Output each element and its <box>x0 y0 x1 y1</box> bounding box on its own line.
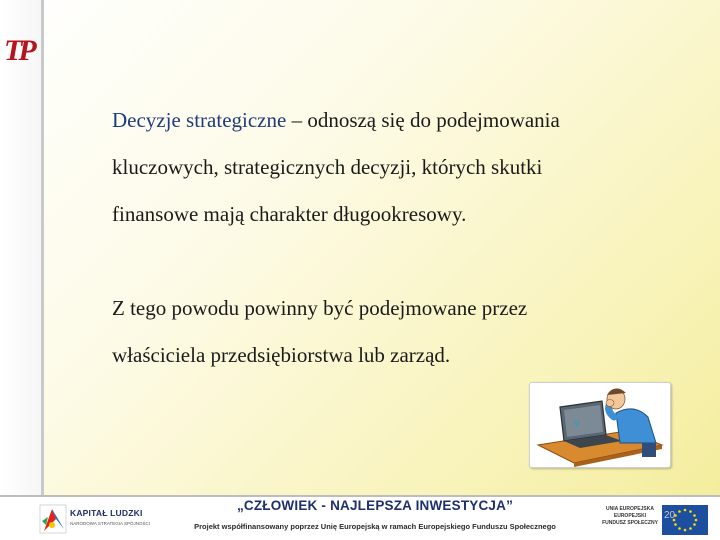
program-logo-title: KAPITAŁ LUDZKI <box>70 508 143 518</box>
program-logo-subtitle: NARODOWA STRATEGIA SPÓJNOŚCI <box>70 521 151 526</box>
paragraph-line: kluczowych, strategicznych decyzji, których skutki <box>112 155 543 179</box>
page-number: 20 <box>664 510 676 521</box>
kapital-ludzki-logo <box>38 501 153 537</box>
paragraph-line: właściciela przedsiębiorstwa lub zarząd. <box>112 343 451 367</box>
tp-logo: TP <box>4 34 33 67</box>
paragraph-line <box>112 97 672 144</box>
paragraph-line: finansowe mają charakter długookresowy. <box>112 202 467 226</box>
campaign-slogan: „CZŁOWIEK - NAJLEPSZA INWESTYCJA” <box>236 498 514 513</box>
paragraph-gap <box>112 238 672 285</box>
cofinancing-note: Projekt współfinansowany poprzez Unię Europejską w ramach Europejskiego Funduszu Społecznego <box>194 522 556 531</box>
man-at-laptop-clipart <box>529 382 671 468</box>
man-at-laptop-drawing <box>530 383 670 467</box>
left-decorative-bar <box>0 0 44 495</box>
term-strategic-decisions: Decyzje strategiczne <box>112 108 287 132</box>
eu-label <box>600 506 660 527</box>
eu-label-line: UNIA EUROPEJSKA <box>606 506 654 512</box>
footer-bar <box>0 495 720 540</box>
definition-text: – odnoszą się do podejmowania <box>286 108 560 132</box>
paragraph-line: Z tego powodu powinny być podejmowane przez <box>112 296 528 320</box>
eu-label-line: EUROPEJSKI <box>613 513 647 519</box>
svg-text:V: V <box>574 419 580 428</box>
eu-label-line: FUNDUSZ SPOŁECZNY <box>602 520 658 526</box>
slide-content <box>112 97 672 379</box>
